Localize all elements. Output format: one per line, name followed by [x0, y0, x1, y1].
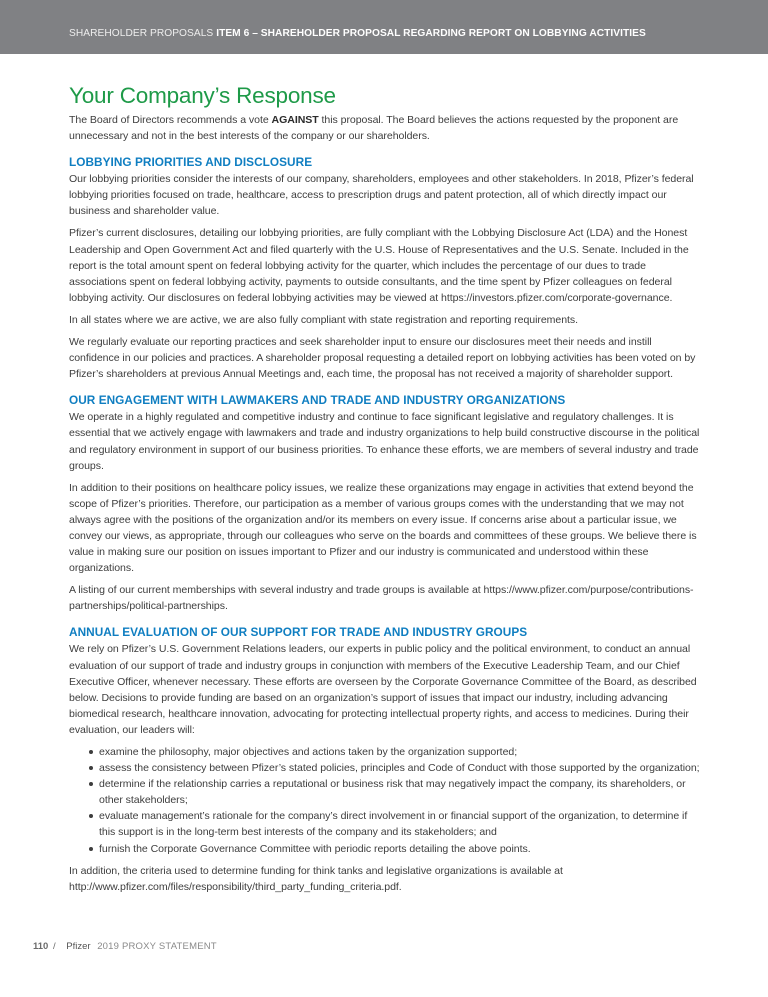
section-heading-engagement: OUR ENGAGEMENT WITH LAWMAKERS AND TRADE AND INDUSTRY ORGANIZATIONS: [69, 393, 566, 408]
list-item-text: furnish the Corporate Governance Committee with periodic reports detailing the above points.: [99, 842, 531, 855]
running-header: [69, 28, 646, 39]
page-title: Your Company’s Response: [69, 83, 336, 108]
vote-recommendation: AGAINST: [271, 114, 319, 126]
footer-document-title: 2019 PROXY STATEMENT: [97, 941, 217, 952]
intro-text-before: The Board of Directors recommends a vote: [69, 114, 272, 126]
intro-text-after: this proposal. The Board believes the actions requested by the proponent are unnecessary and not in the best interests of the company or our shareholders.: [69, 114, 679, 143]
list-item-text: evaluate management’s rationale for the company’s direct involvement in or financial support of the organization, to determine if this support is in the long-term best interests of the company and its stakeholders; and: [99, 810, 688, 839]
footer-brand: Pfizer: [66, 941, 91, 952]
list-item: [89, 776, 703, 808]
list-item: [89, 744, 703, 760]
bullet-icon: [89, 750, 93, 754]
closing-paragraph: In addition, the criteria used to determine funding for think tanks and legislative organizations is available at http://www.pfizer.com/files/responsibility/third_party_funding_criteria.pdf.: [69, 864, 563, 893]
list-item-text: determine if the relationship carries a reputational or business risk that may negatively impact the company, its shareholders, or other stakeholders;: [99, 778, 686, 807]
list-item-text: examine the philosophy, major objectives and actions taken by the organization supported;: [99, 746, 518, 758]
page-content: [69, 82, 703, 901]
list-item-text: assess the consistency between Pfizer’s stated policies, principles and Code of Conduct with those supported by the organization;: [99, 762, 700, 775]
paragraph: In addition to their positions on healthcare policy issues, we realize these organizations may engage in activities that extend beyond the scope of Pfizer’s priorities. Therefore, our participation as a member of various groups comes with the understanding that we may not always agree with the positions of the organization and/or its members on every issue. If concerns arise about a particular issue, we convey our views, as appropriate, through our colleagues who serve on the boards and committees of these groups. We believe there is value in making sure our position on issues important to Pfizer and our industry is communicated and understood within these organizations.: [69, 481, 697, 575]
header-item-title: ITEM 6 – SHAREHOLDER PROPOSAL REGARDING REPORT ON LOBBYING ACTIVITIES: [216, 28, 646, 39]
list-item: [89, 760, 703, 776]
section-heading-lobbying-priorities: LOBBYING PRIORITIES AND DISCLOSURE: [69, 155, 313, 170]
intro-paragraph: [69, 112, 703, 144]
header-section-label: SHAREHOLDER PROPOSALS: [69, 28, 214, 39]
bullet-icon: [89, 847, 93, 851]
list-item: [89, 841, 703, 857]
paragraph: We operate in a highly regulated and competitive industry and continue to face significant legislative and regulatory challenges. It is essential that we actively engage with lawmakers and trade and industry organizations to help build constructive discourse in the political and regulatory environment in support of our business priorities. To enhance these efforts, we are members of several industry and trade groups.: [69, 411, 700, 472]
page-footer: [33, 941, 217, 952]
paragraph: Pfizer’s current disclosures, detailing our lobbying priorities, are fully compliant with the Lobbying Disclosure Act (LDA) and the Honest Leadership and Open Government Act and filed quarterly with the U.S. House of Representatives and the U.S. Senate. Included in the report is the total amount spent on federal lobbying activity for the quarter, which includes the percentage of our dues to trade associations spent on federal lobbying activity, payments to outside consultants, and the time spent by Pfizer colleagues on federal lobbying activity. Our disclosures on federal lobbying activities may be viewed at https://investors.pfizer.com/corporate-governance.: [69, 227, 689, 304]
evaluation-bullet-list: [69, 744, 703, 857]
bullet-icon: [89, 814, 93, 818]
header-band: [0, 0, 768, 54]
section-heading-annual-evaluation: ANNUAL EVALUATION OF OUR SUPPORT FOR TRADE AND INDUSTRY GROUPS: [69, 625, 528, 640]
bullet-icon: [89, 766, 93, 770]
footer-separator: /: [52, 941, 56, 952]
paragraph: We regularly evaluate our reporting practices and seek shareholder input to ensure our disclosures meet their needs and instill confidence in our policies and practices. A shareholder proposal requesting a detailed report on lobbying activities has been voted on by Pfizer’s shareholders at previous Annual Meetings and, each time, the proposal has not received a majority of shareholder support.: [69, 336, 696, 381]
paragraph: We rely on Pfizer’s U.S. Government Relations leaders, our experts in public policy and the political environment, to conduct an annual evaluation of our support of trade and industry groups in conjunction with members of the Executive Leadership Team, and our Chief Executive Officer, whenever necessary. These efforts are overseen by the Corporate Governance Committee of the Board, as described below. Decisions to provide funding are based on an organization’s support of issues that impact our industry, including advancing biomedical research, healthcare innovation, advocating for protecting intellectual property rights, and access to medicines. During their evaluation, our leaders will:: [69, 643, 697, 736]
paragraph: A listing of our current memberships with several industry and trade groups is available at https://www.pfizer.com/purpose/contributions-partnerships/political-partnerships.: [69, 584, 694, 613]
page-number: 110: [33, 941, 49, 952]
paragraph: In all states where we are active, we are also fully compliant with state registration and reporting requirements.: [69, 313, 579, 326]
list-item: [89, 808, 703, 840]
bullet-icon: [89, 782, 93, 786]
paragraph: Our lobbying priorities consider the interests of our company, shareholders, employees and other stakeholders. In 2018, Pfizer’s federal lobbying priorities focused on trade, healthcare, access to prescription drugs and patent protection, all of which directly impact our business and shareholder value.: [69, 173, 694, 218]
